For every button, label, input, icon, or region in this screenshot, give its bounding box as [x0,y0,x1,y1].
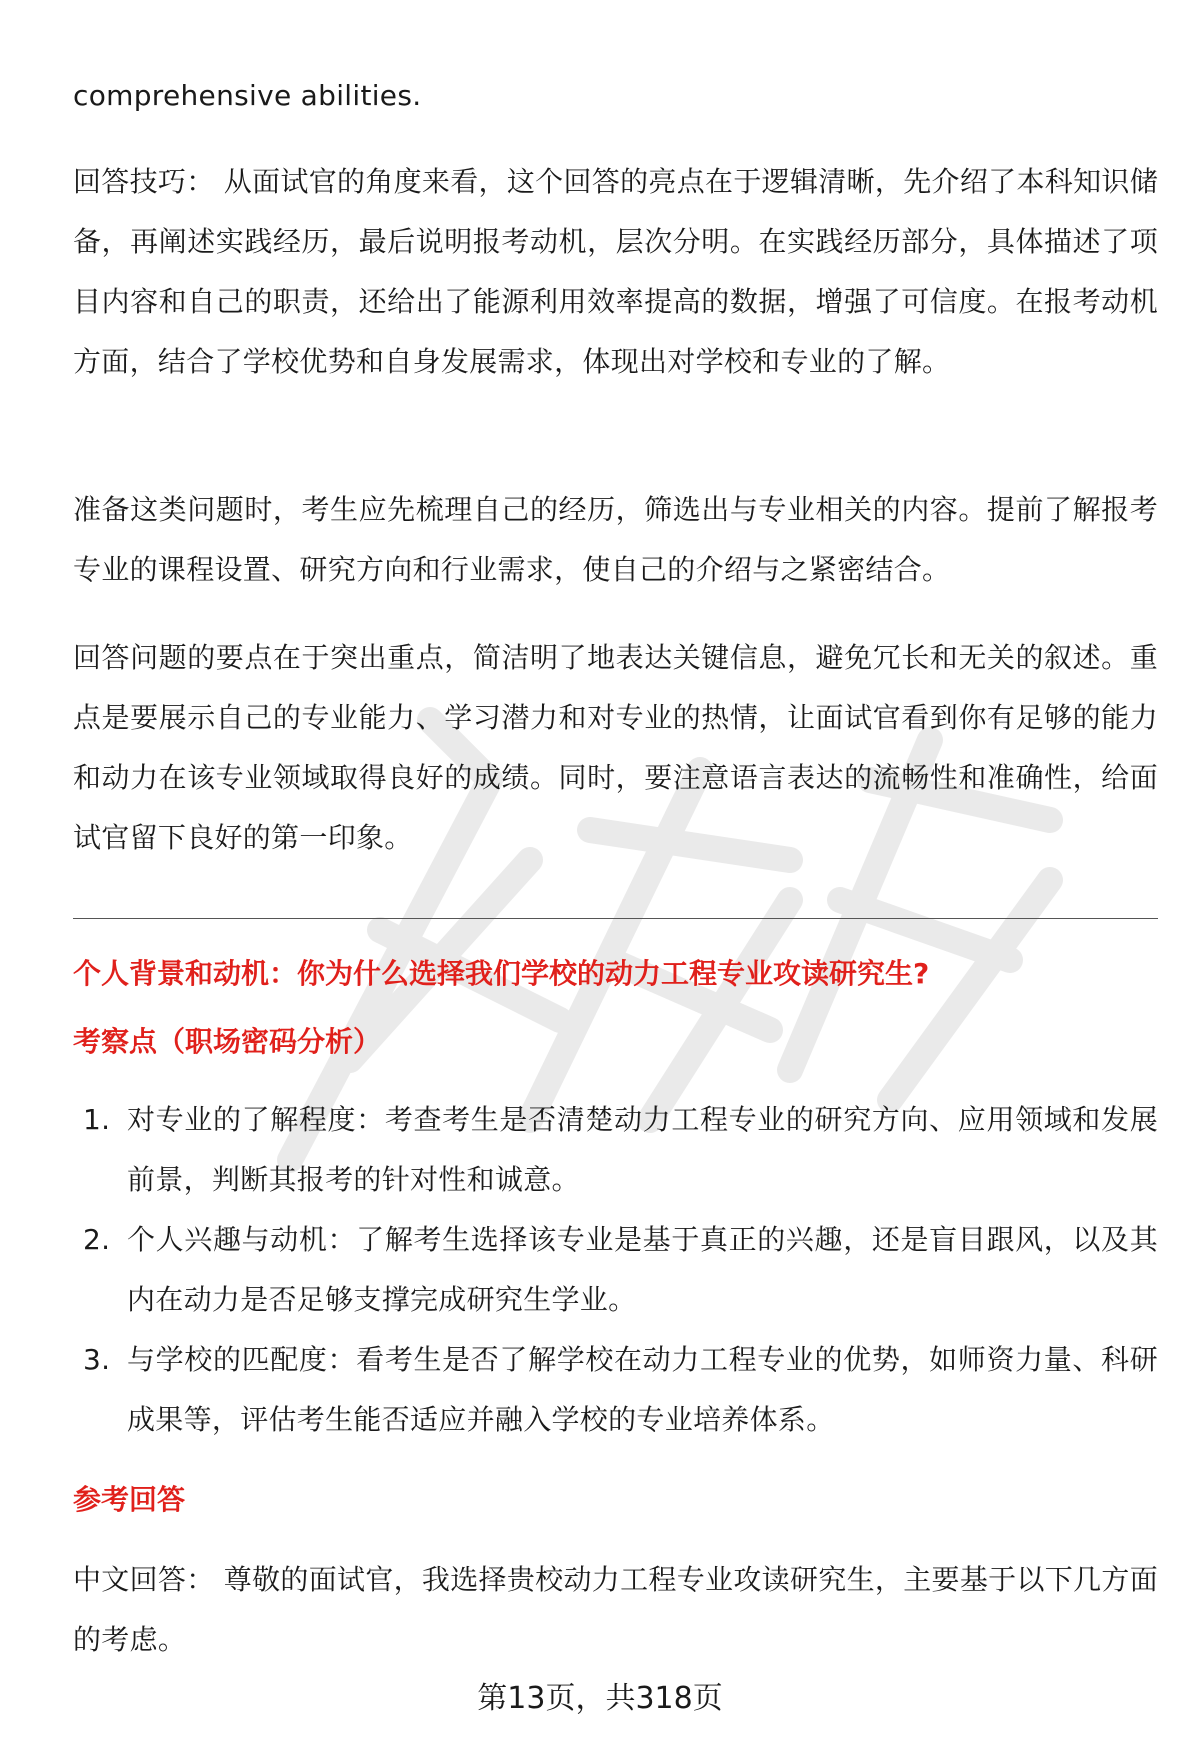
question-heading: 个人背景和动机：你为什么选择我们学校的动力工程专业攻读研究生? [73,957,930,990]
list-item-text: 对专业的了解程度：考查考生是否清楚动力工程专业的研究方向、应用领域和发展前景，判断其报考的针对性和诚意。 [127,1103,1158,1196]
list-item-text: 与学校的匹配度：看考生是否了解学校在动力工程专业的优势，如师资力量、科研成果等，评估考生能否适应并融入学校的专业培养体系。 [127,1343,1158,1436]
list-item-number: 2. [83,1223,111,1256]
continued-text: comprehensive abilities. [73,79,422,112]
preparation-paragraph: 准备这类问题时，考生应先梳理自己的经历，筛选出与专业相关的内容。提前了解报考专业的课程设置、研究方向和行业需求，使自己的介绍与之紧密结合。 [73,493,1158,586]
answer-tip-paragraph: 回答技巧： 从面试官的角度来看，这个回答的亮点在于逻辑清晰，先介绍了本科知识储备，再阐述实践经历，最后说明报考动机，层次分明。在实践经历部分，具体描述了项目内容和自己的职责，还给出了能源利用效率提高的数据，增强了可信度。在报考动机方面，结合了学校优势和自身发展需求，体现出对学校和专业的了解。 [73,165,1158,378]
assessment-points-list [73,1090,1158,1450]
page-number: 第13页，共318页 [477,1681,723,1716]
list-item-number: 1. [83,1103,111,1136]
list-item [73,1090,1158,1210]
section-divider [73,918,1158,919]
chinese-answer-paragraph: 中文回答： 尊敬的面试官，我选择贵校动力工程专业攻读研究生，主要基于以下几方面的考虑。 [73,1563,1158,1656]
list-item-number: 3. [83,1343,111,1376]
assessment-points-heading: 考察点（职场密码分析） [73,1025,382,1058]
list-item [73,1330,1158,1450]
reference-answer-heading: 参考回答 [73,1483,186,1516]
key-points-paragraph: 回答问题的要点在于突出重点，简洁明了地表达关键信息，避免冗长和无关的叙述。重点是要展示自己的专业能力、学习潜力和对专业的热情，让面试官看到你有足够的能力和动力在该专业领域取得良好的成绩。同时，要注意语言表达的流畅性和准确性，给面试官留下良好的第一印象。 [73,641,1158,854]
list-item-text: 个人兴趣与动机：了解考生选择该专业是基于真正的兴趣，还是盲目跟风，以及其内在动力是否足够支撑完成研究生学业。 [127,1223,1158,1316]
list-item [73,1210,1158,1330]
